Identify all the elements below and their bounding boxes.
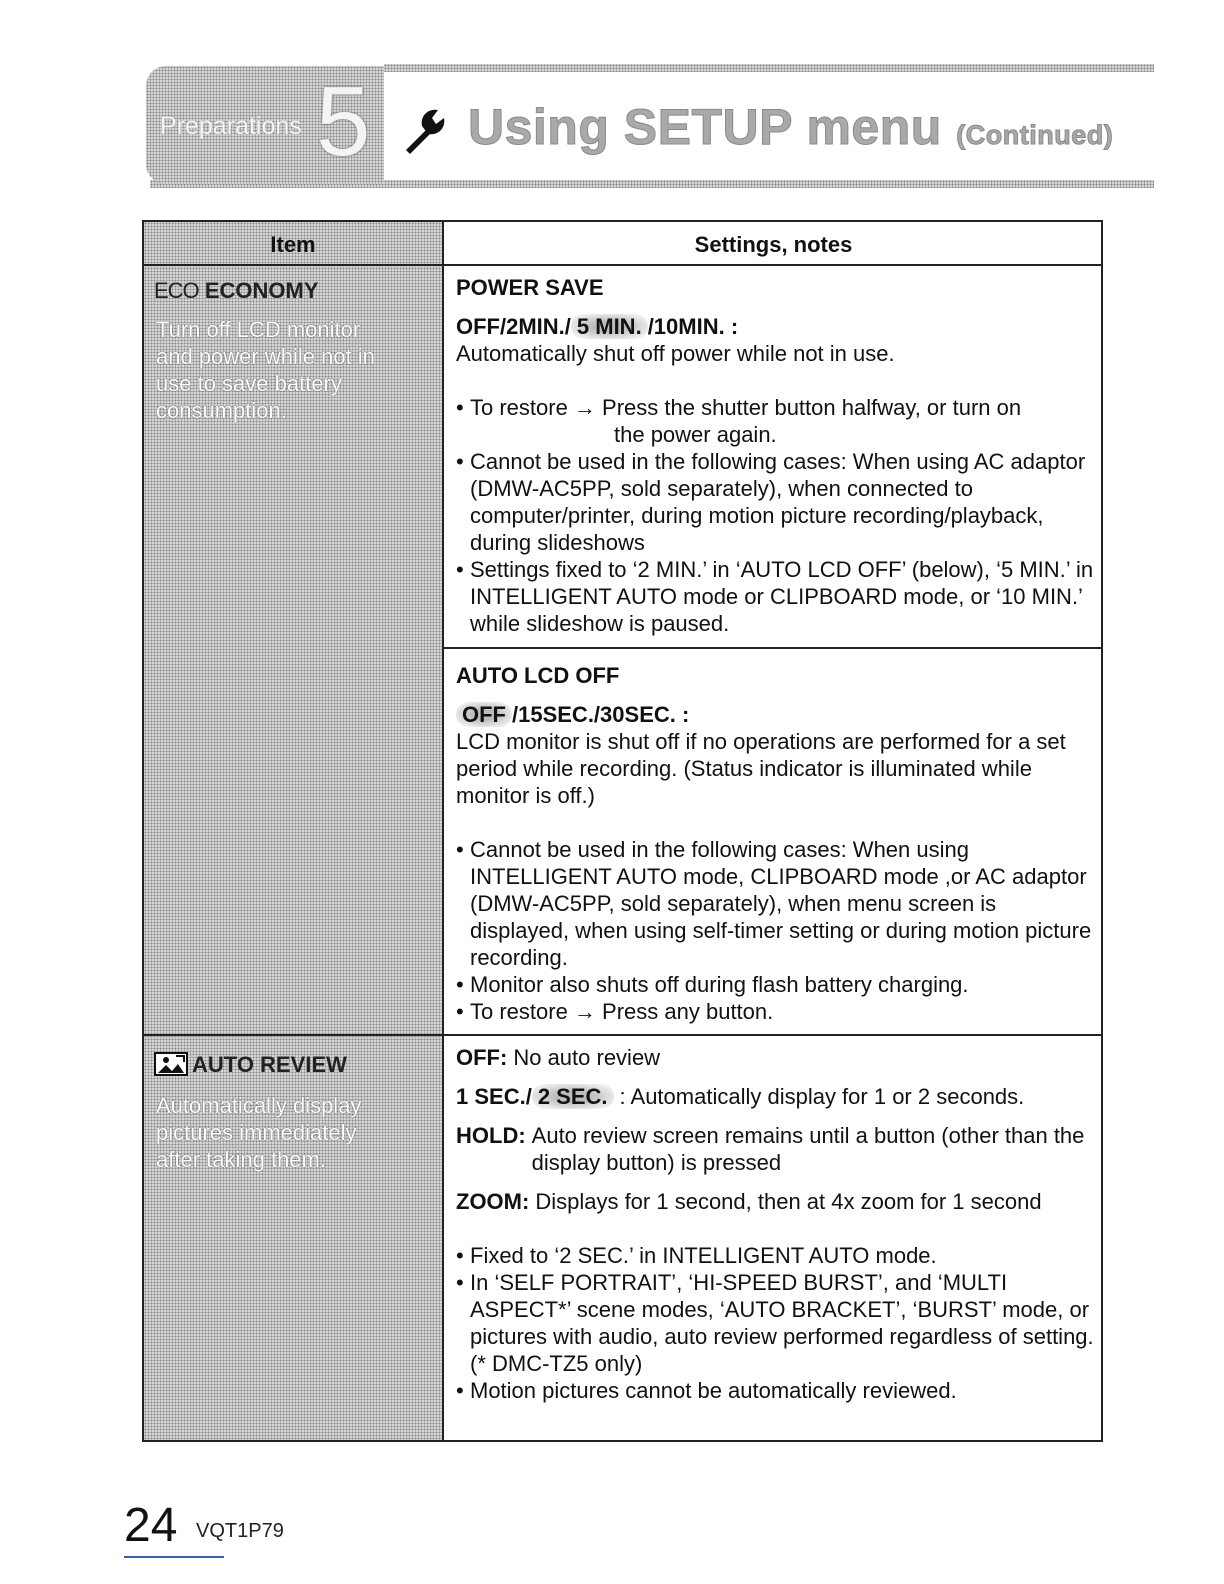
auto-lcd-off-title: AUTO LCD OFF bbox=[456, 663, 620, 688]
auto-review-note: • In ‘SELF PORTRAIT’, ‘HI-SPEED BURST’, and ‘MULTI ASPECT*’ scene modes, ‘AUTO BRACKET’, ‘BURST’ mode, or pictures with audio, auto review performed regardless of setting. (* DMC-TZ5 only) bbox=[456, 1269, 1096, 1377]
power-save-cell bbox=[456, 274, 1096, 637]
settings-table bbox=[142, 220, 1103, 1442]
power-save-note-cont: the power again. bbox=[614, 422, 777, 447]
review-option-off-key: OFF: bbox=[456, 1045, 508, 1070]
auto-lcd-off-options-suffix: /15SEC./30SEC. : bbox=[512, 702, 690, 727]
title-suffix: (Continued) bbox=[956, 120, 1114, 150]
power-save-note: • Settings fixed to ‘2 MIN.’ in ‘AUTO LCD OFF’ (below), ‘5 MIN.’ in INTELLIGENT AUTO mode or CLIPBOARD mode, or ‘10 MIN.’ while slideshow is paused. bbox=[456, 556, 1096, 637]
power-save-options-suffix: /10MIN. : bbox=[647, 314, 739, 339]
document-code: VQT1P79 bbox=[196, 1520, 284, 1542]
auto-lcd-off-options bbox=[456, 701, 1096, 728]
auto-review-icon bbox=[154, 1052, 188, 1076]
power-save-description: Automatically shut off power while not in use. bbox=[456, 341, 895, 366]
power-save-options bbox=[456, 313, 1096, 340]
auto-review-cell bbox=[456, 1044, 1096, 1404]
auto-lcd-off-note: • Monitor also shuts off during flash battery charging. bbox=[456, 971, 1096, 998]
review-option-seconds bbox=[456, 1083, 1096, 1110]
header-rule-top bbox=[384, 64, 1154, 72]
item-auto-review-description: Automatically display pictures immediately after taking them. bbox=[156, 1093, 362, 1172]
row-divider bbox=[144, 1034, 1101, 1036]
header-divider bbox=[144, 264, 1101, 266]
power-save-default: 5 MIN. bbox=[571, 314, 648, 339]
power-save-note: • To restore → Press the shutter button halfway, or turn on bbox=[456, 394, 1096, 421]
review-option-hold-key: HOLD: bbox=[456, 1123, 526, 1148]
item-economy-description: Turn off LCD monitor and power while not in use to save battery consumption. bbox=[156, 317, 375, 423]
item-auto-review-name: AUTO REVIEW bbox=[192, 1052, 347, 1077]
review-option-seconds-prefix: 1 SEC./ bbox=[456, 1084, 532, 1109]
footer-rule bbox=[124, 1556, 224, 1558]
auto-lcd-off-cell bbox=[456, 662, 1096, 1025]
review-option-zoom-text: Displays for 1 second, then at 4x zoom for 1 second bbox=[535, 1189, 1042, 1214]
review-option-off-text: No auto review bbox=[513, 1045, 661, 1070]
review-option-off bbox=[456, 1044, 1096, 1071]
column-divider bbox=[442, 222, 444, 1440]
power-save-options-prefix: OFF/2MIN./ bbox=[456, 314, 571, 339]
section-number: 5 bbox=[316, 66, 371, 176]
review-option-seconds-default: 2 SEC. bbox=[532, 1084, 614, 1109]
item-auto-review-title bbox=[154, 1052, 347, 1078]
auto-lcd-off-note: • To restore → Press any button. bbox=[456, 998, 1096, 1025]
item-economy-name: ECONOMY bbox=[204, 278, 319, 303]
subsection-divider bbox=[444, 647, 1103, 649]
review-option-zoom-key: ZOOM: bbox=[456, 1189, 530, 1214]
review-option-seconds-key bbox=[456, 1083, 620, 1110]
column-header-item: Item bbox=[270, 232, 316, 257]
page-number: 24 bbox=[124, 1499, 178, 1552]
review-option-hold-text: Auto review screen remains until a button (other than the display button) is pressed bbox=[531, 1123, 1085, 1175]
section-label: Preparations bbox=[160, 112, 302, 140]
wrench-icon bbox=[398, 104, 450, 156]
auto-lcd-off-note: • Cannot be used in the following cases: When using INTELLIGENT AUTO mode, CLIPBOARD mode ,or AC adaptor (DMW-AC5PP, sold separately), when menu screen is displayed, when using self-timer setting or during motion picture recording. bbox=[456, 836, 1096, 971]
column-header-settings: Settings, notes bbox=[694, 232, 853, 257]
eco-icon: ECO bbox=[154, 278, 199, 303]
page-title-text: Using SETUP menu bbox=[468, 99, 942, 155]
auto-review-note: • Motion pictures cannot be automatically reviewed. bbox=[456, 1377, 1096, 1404]
review-option-hold bbox=[456, 1122, 1096, 1176]
auto-review-note: • Fixed to ‘2 SEC.’ in INTELLIGENT AUTO mode. bbox=[456, 1242, 1096, 1269]
review-option-zoom bbox=[456, 1188, 1096, 1215]
review-option-seconds-text: : Automatically display for 1 or 2 seconds. bbox=[619, 1084, 1025, 1109]
auto-lcd-off-description: LCD monitor is shut off if no operations are performed for a set period while recording. (Status indicator is illuminated while monitor is off.) bbox=[456, 729, 1066, 808]
page-title bbox=[468, 98, 1113, 156]
auto-lcd-off-default: OFF bbox=[456, 702, 512, 727]
power-save-note: • Cannot be used in the following cases: When using AC adaptor (DMW-AC5PP, sold separately), when connected to computer/printer, during motion picture recording/playback, during slideshows bbox=[456, 448, 1096, 556]
item-economy-title bbox=[154, 278, 319, 304]
power-save-title: POWER SAVE bbox=[456, 275, 604, 300]
